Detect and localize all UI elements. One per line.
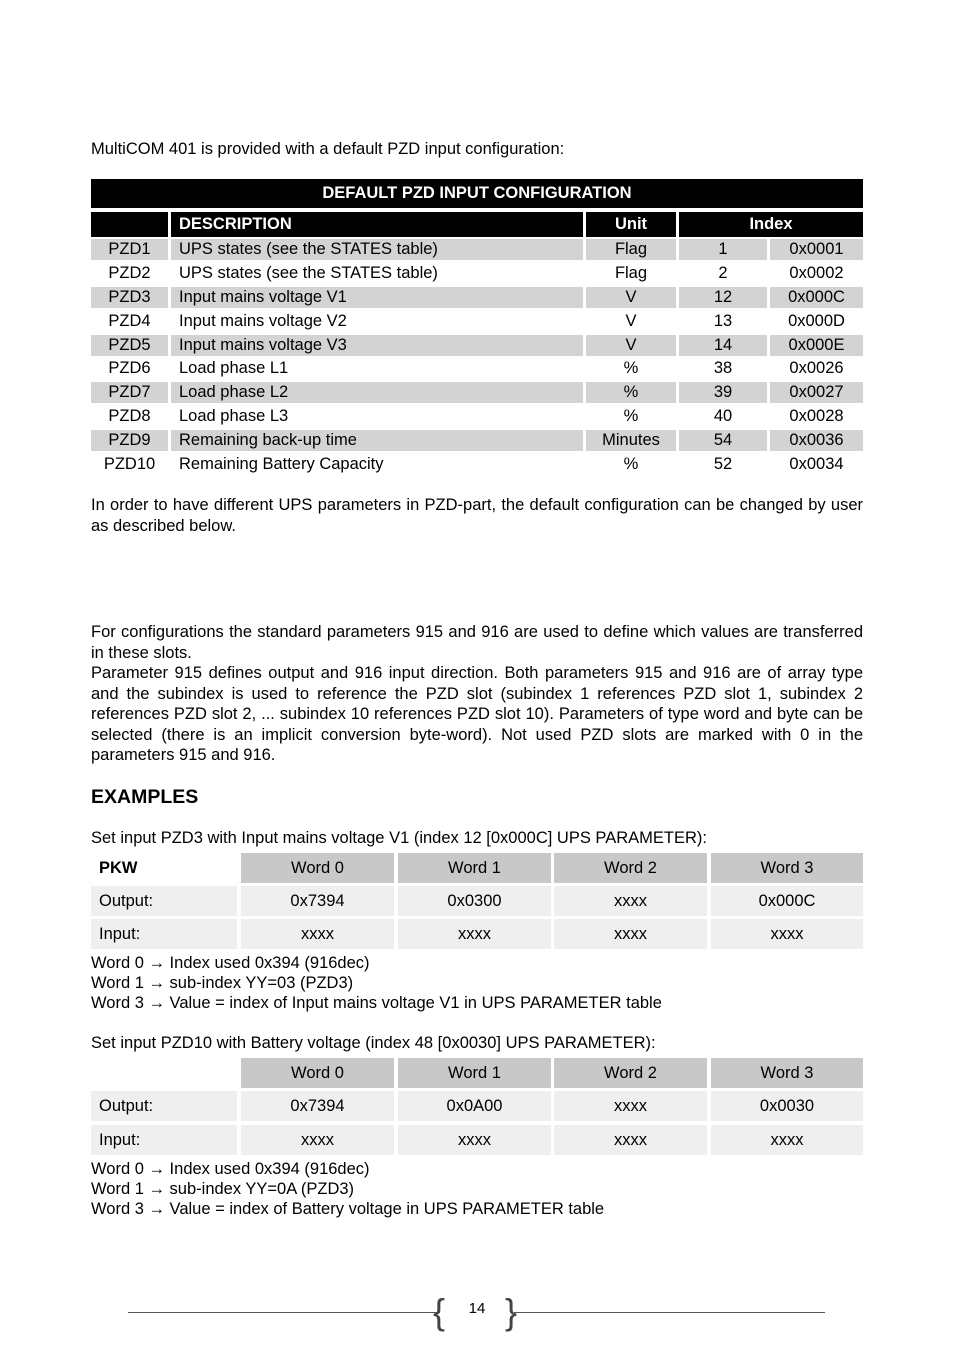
output-word0: 0x7394 bbox=[241, 1091, 394, 1121]
config-header-blank bbox=[91, 212, 168, 237]
pzd-description: Input mains voltage V3 bbox=[171, 335, 583, 356]
input-word2: xxxx bbox=[554, 919, 707, 949]
config-row bbox=[91, 335, 863, 358]
pzd-index-hex: 0x0036 bbox=[770, 430, 863, 451]
word0-header: Word 0 bbox=[241, 853, 394, 883]
word3-header: Word 3 bbox=[711, 1058, 863, 1088]
left-brace-icon: { bbox=[433, 1291, 446, 1332]
pzd-unit: V bbox=[586, 287, 676, 308]
pzd-description: UPS states (see the STATES table) bbox=[179, 264, 438, 282]
example2-output-row bbox=[91, 1091, 863, 1124]
config-row bbox=[91, 382, 863, 405]
config-header-unit: Unit bbox=[586, 212, 676, 237]
word0-header: Word 0 bbox=[241, 1058, 394, 1088]
pzd-index-hex: 0x0028 bbox=[789, 407, 844, 425]
pzd-description: Remaining Battery Capacity bbox=[179, 455, 384, 473]
word2-header: Word 2 bbox=[554, 853, 707, 883]
pzd-description: Input mains voltage V1 bbox=[171, 287, 583, 308]
config-row bbox=[91, 406, 863, 429]
output-label: Output: bbox=[91, 886, 237, 916]
pzd-index: 14 bbox=[679, 335, 767, 356]
input-word2: xxxx bbox=[554, 1125, 707, 1155]
example2-note: Word 1 → sub-index YY=0A (PZD3) bbox=[91, 1180, 355, 1199]
pkw-label: PKW bbox=[91, 853, 237, 883]
pzd-unit: % bbox=[623, 455, 639, 473]
example2-header-row bbox=[91, 1058, 863, 1091]
pzd-slot: PZD1 bbox=[91, 239, 168, 260]
config-row bbox=[91, 358, 863, 381]
pzd-unit: Flag bbox=[586, 239, 676, 260]
output-word2: xxxx bbox=[554, 1091, 707, 1121]
pzd-unit: Flag bbox=[614, 264, 648, 282]
output-word3: 0x000C bbox=[711, 886, 863, 916]
output-word2: xxxx bbox=[554, 886, 707, 916]
pzd-index-hex: 0x000D bbox=[788, 312, 845, 330]
config-row bbox=[91, 239, 863, 262]
pzd-slot: PZD8 bbox=[108, 407, 151, 425]
output-label: Output: bbox=[91, 1091, 237, 1121]
config-header-index: Index bbox=[679, 212, 863, 237]
footer-rule-right bbox=[514, 1312, 825, 1313]
pzd-index: 13 bbox=[713, 312, 733, 330]
pzd-slot: PZD5 bbox=[91, 335, 168, 356]
input-label: Input: bbox=[91, 919, 237, 949]
output-word1: 0x0A00 bbox=[398, 1091, 551, 1121]
pzd-unit: V bbox=[625, 312, 637, 330]
pzd-index-hex: 0x000C bbox=[770, 287, 863, 308]
config-row bbox=[91, 263, 863, 286]
pzd-unit: % bbox=[623, 359, 639, 377]
example1-header-row bbox=[91, 853, 863, 886]
pzd-index: 38 bbox=[713, 359, 733, 377]
example1-output-row bbox=[91, 886, 863, 919]
pzd-slot: PZD6 bbox=[108, 359, 151, 377]
example2-intro: Set input PZD10 with Battery voltage (index 48 [0x0030] UPS PARAMETER): bbox=[91, 1034, 656, 1052]
word1-header: Word 1 bbox=[398, 853, 551, 883]
pzd-description: Load phase L3 bbox=[179, 407, 289, 425]
pzd-unit: Minutes bbox=[586, 430, 676, 451]
blank-label bbox=[91, 1058, 237, 1088]
example2-input-row bbox=[91, 1125, 863, 1158]
pzd-index-hex: 0x0001 bbox=[770, 239, 863, 260]
pzd-slot: PZD3 bbox=[91, 287, 168, 308]
config-row bbox=[91, 287, 863, 310]
pzd-slot: PZD9 bbox=[91, 430, 168, 451]
example2-note: Word 0 → Index used 0x394 (916dec) bbox=[91, 1160, 370, 1178]
example1-input-row bbox=[91, 919, 863, 952]
pzd-index: 1 bbox=[679, 239, 767, 260]
pzd-description: Remaining back-up time bbox=[171, 430, 583, 451]
word3-header: Word 3 bbox=[711, 853, 863, 883]
example2-notes bbox=[91, 1159, 604, 1220]
pzd-index-hex: 0x0002 bbox=[789, 264, 844, 282]
input-word1: xxxx bbox=[398, 1125, 551, 1155]
pzd-index: 12 bbox=[679, 287, 767, 308]
input-word1: xxxx bbox=[398, 919, 551, 949]
pzd-description: Load phase L1 bbox=[179, 359, 289, 377]
example1-intro: Set input PZD3 with Input mains voltage V1 (index 12 [0x000C] UPS PARAMETER): bbox=[91, 829, 707, 847]
input-word3: xxxx bbox=[711, 1125, 863, 1155]
pzd-description: Input mains voltage V2 bbox=[179, 312, 347, 330]
pzd-index: 2 bbox=[718, 264, 728, 282]
pzd-slot: PZD7 bbox=[91, 382, 168, 403]
pzd-index-hex: 0x0034 bbox=[789, 455, 844, 473]
output-word1: 0x0300 bbox=[398, 886, 551, 916]
input-word0: xxxx bbox=[241, 919, 394, 949]
pzd-description: Load phase L2 bbox=[171, 382, 583, 403]
pzd-index-hex: 0x0027 bbox=[770, 382, 863, 403]
pzd-index-hex: 0x0026 bbox=[789, 359, 844, 377]
example1-note: Word 3 → Value = index of Input mains voltage V1 in UPS PARAMETER table bbox=[91, 994, 662, 1013]
example1-notes bbox=[91, 953, 662, 1014]
config-row bbox=[91, 430, 863, 453]
config-row bbox=[91, 311, 863, 334]
pzd-slot: PZD4 bbox=[108, 312, 151, 330]
pzd-index: 52 bbox=[713, 455, 733, 473]
pzd-index: 40 bbox=[713, 407, 733, 425]
pzd-slot: PZD2 bbox=[108, 264, 151, 282]
pzd-unit: % bbox=[623, 407, 639, 425]
pzd-index-hex: 0x000E bbox=[770, 335, 863, 356]
page-number: 14 bbox=[468, 1300, 486, 1317]
pzd-index: 54 bbox=[679, 430, 767, 451]
pzd-unit: % bbox=[586, 382, 676, 403]
paragraph-parameter-915-916: Parameter 915 defines output and 916 input direction. Both parameters 915 and 916 are of array type and the subindex is used to reference the PZD slot (subindex 1 references PZD slot 1, subindex 2 references PZD slot 2, ... subindex 10 references PZD slot 10). Parameters of type word and byte can be selected (there is an implicit conversion byte-word). Not used PZD slots are marked with 0 in the parameters 915 and 916. bbox=[91, 664, 863, 764]
example1-note: Word 1 → sub-index YY=03 (PZD3) bbox=[91, 974, 354, 993]
config-header-description: DESCRIPTION bbox=[171, 212, 583, 237]
example2-note: Word 3 → Value = index of Battery voltage in UPS PARAMETER table bbox=[91, 1200, 605, 1219]
paragraph-configuration-parameters: For configurations the standard parameters 915 and 916 are used to define which values are transferred in these slots. bbox=[91, 623, 863, 662]
pzd-description: UPS states (see the STATES table) bbox=[171, 239, 583, 260]
config-row bbox=[91, 454, 863, 477]
word1-header: Word 1 bbox=[398, 1058, 551, 1088]
pzd-unit: V bbox=[586, 335, 676, 356]
right-brace-icon: } bbox=[505, 1291, 518, 1332]
footer-rule-left bbox=[128, 1312, 440, 1313]
intro-text: MultiCOM 401 is provided with a default PZD input configuration: bbox=[91, 140, 565, 158]
input-label: Input: bbox=[91, 1125, 237, 1155]
example1-note: Word 0 → Index used 0x394 (916dec) bbox=[91, 954, 370, 972]
examples-heading: EXAMPLES bbox=[91, 786, 199, 808]
pzd-index: 39 bbox=[679, 382, 767, 403]
config-table-title: DEFAULT PZD INPUT CONFIGURATION bbox=[91, 179, 863, 208]
input-word0: xxxx bbox=[241, 1125, 394, 1155]
pzd-slot: PZD10 bbox=[103, 455, 156, 473]
input-word3: xxxx bbox=[711, 919, 863, 949]
output-word0: 0x7394 bbox=[241, 886, 394, 916]
output-word3: 0x0030 bbox=[711, 1091, 863, 1121]
paragraph-default-config-change: In order to have different UPS parameters in PZD-part, the default configuration can be changed by user as described below. bbox=[91, 496, 863, 535]
word2-header: Word 2 bbox=[554, 1058, 707, 1088]
